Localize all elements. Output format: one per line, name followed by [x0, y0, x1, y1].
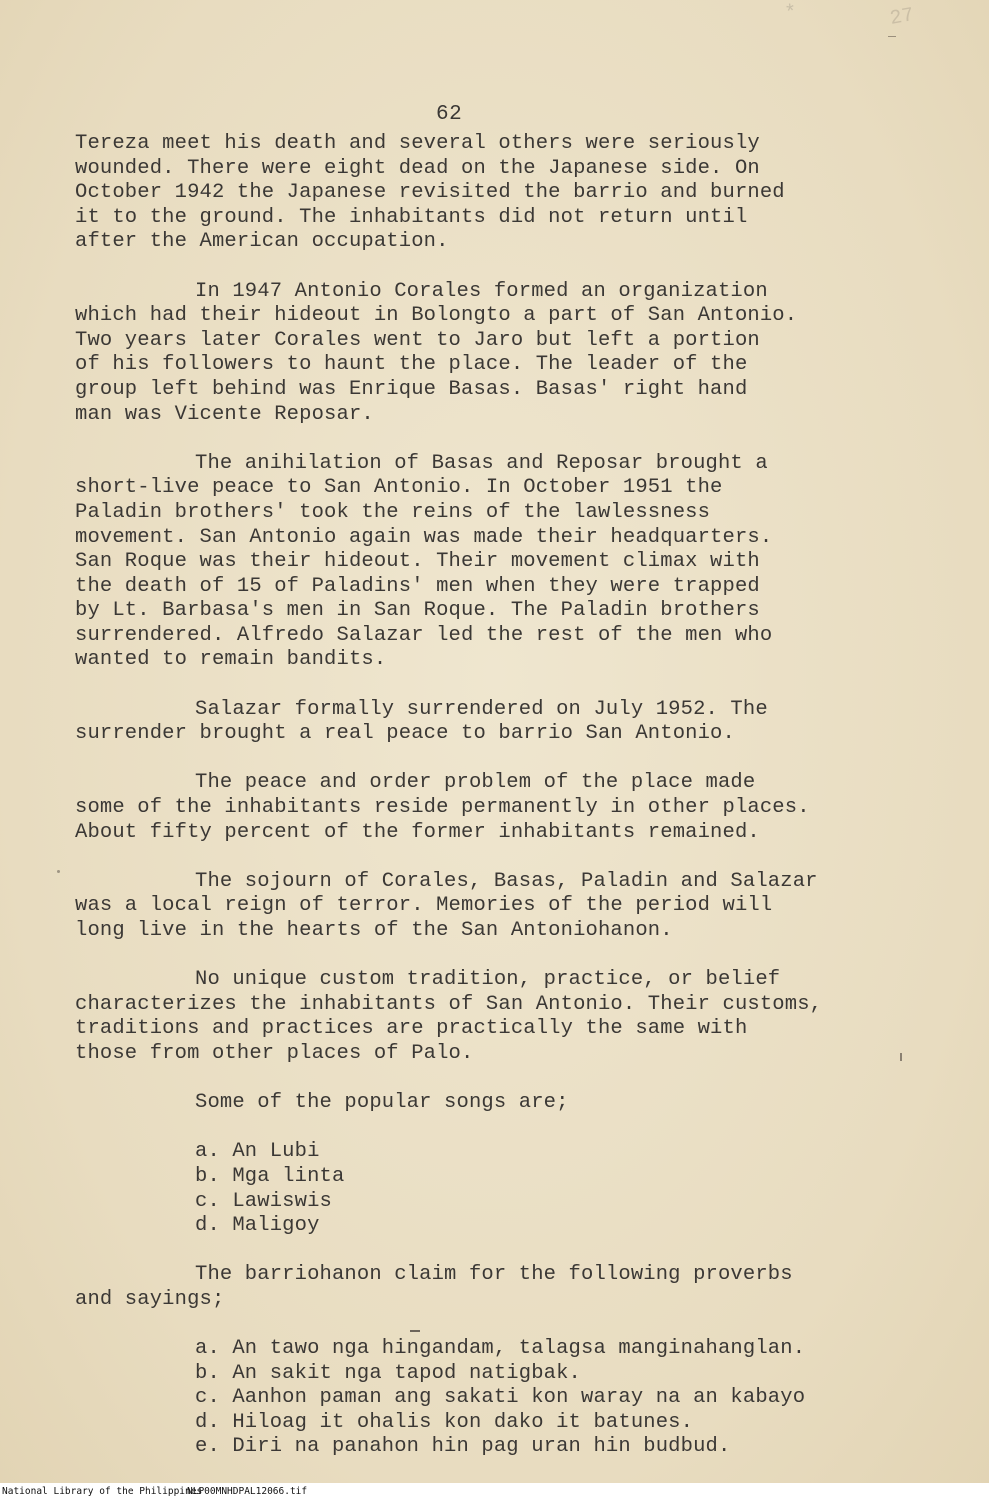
stray-ink-dot [57, 870, 60, 873]
paragraph [75, 280, 975, 428]
paragraph-line: group left behind was Enrique Basas. Basas' right hand [75, 377, 748, 401]
song-item: a. An Lubi [195, 1140, 320, 1164]
proverb-item: d. Hiloag it ohalis kon dako it batunes. [195, 1410, 694, 1434]
page-number: 62 [436, 103, 463, 126]
paragraph-line: surrendered. Alfredo Salazar led the rest of the men who [75, 623, 773, 647]
scan-footer [0, 1483, 989, 1500]
paragraph [75, 968, 975, 1066]
paragraph-line: In 1947 Antonio Corales formed an organization [195, 279, 768, 303]
song-item: b. Mga linta [195, 1164, 345, 1188]
paragraph-line: surrender brought a real peace to barrio San Antonio. [75, 722, 735, 746]
paragraph-line: Tereza meet his death and several others were seriously [75, 132, 760, 155]
paragraph-line: and sayings; [75, 1287, 225, 1311]
paragraph-line: Two years later Corales went to Jaro but left a portion [75, 328, 760, 352]
paragraph-line: wounded. There were eight dead on the Japanese side. On [75, 156, 760, 180]
paragraph [75, 870, 975, 944]
paragraph [75, 452, 975, 673]
paragraph-line: No unique custom tradition, practice, or belief [195, 968, 781, 992]
paragraph-line: after the American occupation. [75, 230, 449, 254]
paragraph-line: Some of the popular songs are; [195, 1091, 569, 1115]
pencil-mark: * [783, 1, 799, 26]
paragraph-line: wanted to remain bandits. [75, 648, 387, 672]
paragraph-line: those from other places of Palo. [75, 1041, 474, 1065]
footer-file-name: NLP00MNHDPAL12066.tif [187, 1486, 308, 1497]
paragraph-line: The peace and order problem of the place made [195, 771, 756, 795]
pencil-page-number: 27 [888, 4, 916, 31]
paragraph-line: which had their hideout in Bolongto a part of San Antonio. [75, 304, 798, 328]
paragraph-line: man was Vicente Reposar. [75, 402, 374, 426]
paragraph-line: traditions and practices are practically the same with [75, 1017, 748, 1041]
paragraph-list [75, 132, 975, 1116]
paragraph-line: the death of 15 of Paladins' men when they were trapped [75, 574, 760, 598]
body-text [75, 132, 975, 1485]
paragraph-line: it to the ground. The inhabitants did not return until [75, 205, 748, 229]
proverb-item: a. An tawo nga hingandam, talagsa manginahanglan. [195, 1337, 806, 1361]
paragraph-line: of his followers to haunt the place. The leader of the [75, 353, 748, 377]
paragraph [75, 698, 975, 747]
paragraph-line: The anihilation of Basas and Reposar brought a [195, 451, 768, 475]
paragraph [75, 771, 975, 845]
paragraph [75, 132, 975, 255]
song-item: c. Lawiswis [195, 1189, 332, 1213]
paragraph-line: Salazar formally surrendered on July 1952. The [195, 697, 768, 721]
proverb-item: e. Diri na panahon hin pag uran hin budbud. [195, 1435, 731, 1459]
paragraph-line: The barriohanon claim for the following proverbs [195, 1263, 793, 1287]
proverbs-list [75, 1337, 975, 1460]
paragraph-line: The sojourn of Corales, Basas, Paladin and Salazar [195, 869, 818, 893]
paragraph-line: by Lt. Barbasa's men in San Roque. The Paladin brothers [75, 599, 760, 623]
proverb-item: c. Aanhon paman ang sakati kon waray na an kabayo [195, 1386, 806, 1410]
paragraph-line: Paladin brothers' took the reins of the lawlessness [75, 500, 711, 524]
paragraph-line: long live in the hearts of the San Antoniohanon. [75, 919, 673, 942]
proverb-item: b. An sakit nga tapod natigbak. [195, 1361, 582, 1385]
paragraph [75, 1091, 975, 1116]
paragraph-line: October 1942 the Japanese revisited the barrio and burned [75, 181, 785, 205]
paragraph-line: movement. San Antonio again was made their headquarters. [75, 525, 773, 549]
pencil-dash [888, 36, 896, 37]
songs-list [75, 1140, 975, 1238]
song-item: d. Maligoy [195, 1214, 320, 1238]
footer-library-name: National Library of the Philippines [2, 1486, 203, 1497]
proverbs-intro [75, 1263, 975, 1312]
paragraph-line: characterizes the inhabitants of San Antonio. Their customs, [75, 992, 823, 1016]
paragraph-line: some of the inhabitants reside permanently in other places. [75, 796, 810, 820]
paragraph-line: About fifty percent of the former inhabitants remained. [75, 820, 760, 844]
paragraph-line: short-live peace to San Antonio. In October 1951 the [75, 476, 723, 500]
paragraph-line: San Roque was their hideout. Their movement climax with [75, 550, 760, 574]
paragraph-line: was a local reign of terror. Memories of the period will [75, 894, 773, 918]
